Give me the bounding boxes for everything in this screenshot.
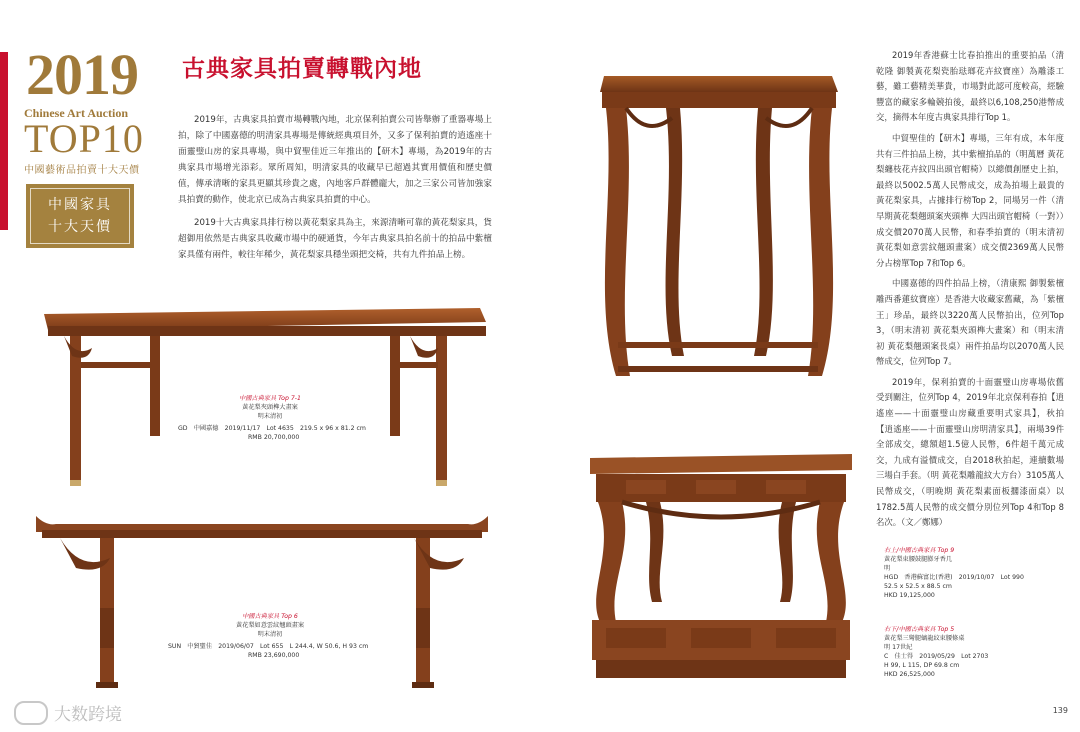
caption-tag: 中國古典家具 Top 6: [242, 613, 298, 620]
caption-side-table: [884, 625, 1054, 679]
caption-name: 黃花梨夾頭榫大畫案: [242, 404, 298, 411]
caption-line: HGD 香港蘇富比(香港) 2019/10/07 Lot 990: [884, 574, 1024, 581]
year-heading: 2019: [26, 42, 138, 107]
caption-price: HKD 26,525,000: [884, 671, 935, 678]
caption-price: RMB 20,700,000: [248, 434, 300, 441]
caption-tag: 中國古典家具 Top 7-1: [239, 395, 301, 402]
recessed-leg-table-image: [36, 512, 488, 692]
caption-period: 明 17世紀: [884, 644, 913, 651]
right-paragraph-3: 中國嘉德的四件拍品上榜，（清康熙 御製紫檀雕西番蓮紋寶座）是香港大收藏家舊藏，為「紫檀王」珍品，最終以3220萬人民幣拍出，位列Top 3，（明末清初 黃花梨夾頭榫大畫案）和（明末清初 黃花梨翹頭案長桌）兩件拍品均以2070萬人民幣成交，位列Top 7。: [876, 278, 1064, 367]
caption-dims: 52.5 x 52.5 x 88.5 cm: [884, 583, 952, 590]
badge-line-1: 中國家具: [48, 197, 112, 213]
right-paragraph-2: 中貿聖佳的【研木】專場，三年有成，本年度共有三件拍品上榜，其中紫檀拍品的（明萬曆 黃花梨纏枝花卉紋四出頭官帽椅）以總價創歷史上拍，最終以5002.5萬人民幣成交，成為拍場上最貴的黃花梨家具，占據排行榜Top 2，同場另一件（清早期黃花梨翹頭案夾頭榫 大四出頭官帽椅（一對））成交價2070萬人民幣，和春季拍賣的（明末清初 黃花梨如意雲紋翹頭畫案）成交價2369萬人民幣分占榜單Top 7和Top 6。: [876, 132, 1064, 268]
incense-stand-image: [596, 66, 840, 396]
caption-recessed-table-details: [168, 642, 408, 660]
category-badge: [26, 184, 134, 248]
watermark-text: 大数跨境: [54, 705, 122, 725]
caption-price: RMB 23,690,000: [248, 652, 300, 659]
caption-period: 明: [884, 565, 891, 572]
caption-line: C 佳士得 2019/05/29 Lot 2703: [884, 653, 989, 660]
article-intro: [178, 112, 492, 270]
caption-painting-table-details: [178, 424, 408, 442]
caption-name: 黃花梨束腰鼓腿膨牙香几: [884, 556, 953, 563]
intro-paragraph-1: 2019年，古典家具拍賣市場轉戰內地，北京保利拍賣公司皆舉辦了重器專場上拍，除了中國嘉德的明清家具專場是傳統經典項目外，又多了保利拍賣的逍遙座十面靈璧山房的家具專場，與中貿聖佳近三年推出的【研木】專場，為2019年的古典家具市場增光添彩。眾所周知，明清家具的收藏早已超過其實用價值和歷史價值，傳承清晰的家具更顯其珍貴之處，內地客戶群體龐大，加之三家公司皆加強家具拍賣的動作，使北京已成為古典家具拍賣的中心。: [178, 115, 492, 205]
caption-recessed-table: [170, 612, 370, 639]
right-column-text: [876, 48, 1064, 536]
subtitle-cn: 中國藝術品拍賣十大天價: [24, 165, 140, 176]
caption-line: GD 中國嘉德 2019/11/17 Lot 4635 219.5 x 96 x 81.2 cm: [178, 425, 366, 432]
caption-period: 明末清初: [257, 631, 283, 638]
watermark: [14, 700, 122, 725]
caption-name: 黃花梨三彎腿螭龍紋束腰條桌: [884, 635, 965, 642]
accent-bar: [0, 52, 8, 230]
right-paragraph-4: 2019年，保利拍賣的十面靈璧山房專場依舊受到關注，位列Top 4，2019年北京保利春拍【逍遙座——十面靈璧山房藏重要明式家具】，秋拍【逍遙座——十面靈璧山房明清家具】，兩場39件全部成交，總額超1.5億人民幣，6件超千萬元成交，九成有溢價成交，自2018秋拍起，連續數場三場白手套。（明 黃花梨雕龍紋大方台）3105萬人民幣成交，（明晚期 黃花梨素面板擱漆面桌）以1782.5萬人民幣的成交價分別位列Top 4和Top 8名次。（文／鄭娜）: [876, 376, 1064, 528]
caption-incense-stand: [884, 546, 1054, 600]
watermark-logo-icon: [14, 701, 48, 725]
top10-heading: TOP10: [24, 116, 144, 161]
article-headline: 古典家具拍賣轉戰內地: [182, 56, 422, 82]
caption-name: 黃花梨如意雲紋翹頭畫案: [235, 622, 305, 629]
caption-tag: 右上/中國古典家具 Top 9: [884, 547, 955, 554]
caption-price: HKD 19,125,000: [884, 592, 935, 599]
caption-painting-table: [170, 394, 370, 421]
badge-line-2: 十大天價: [48, 219, 112, 235]
caption-line: SUN 中貿聖佳 2019/06/07 Lot 655 L 244.4, W 50.6, H 93 cm: [168, 643, 369, 650]
subtitle-en: Chinese Art Auction: [24, 106, 129, 120]
caption-tag: 右下/中國古典家具 Top 5: [884, 626, 955, 633]
caption-dims: H 99, L 115, DP 69.8 cm: [884, 662, 960, 669]
caption-period: 明末清初: [257, 413, 283, 420]
side-table-image: [586, 452, 856, 684]
intro-paragraph-2: 2019十大古典家具排行榜以黃花梨家具為主，來源清晰可靠的黃花梨家具，貨超御用依然是古典家具收藏市場中的硬通貨，今年古典家具拍名前十的拍品中紫檀家具僅有兩件，較往年稀少，黃花梨家具穩坐頭把交椅，共有九件拍品上榜。: [178, 218, 492, 260]
page-number: 139: [1052, 706, 1068, 715]
right-paragraph-1: 2019年香港蘇士比春拍推出的重要拍品（清乾隆 御製黃花梨瓷胎琺瑯花卉紋寶座）為雕漆工藝，雖工藝精美華貴，市場對此認可度較高，經驗豐富的藏家多輪競拍後，最終以6,108,250港幣成交，摘得本年度古典家具排行Top 1。: [876, 50, 1064, 123]
